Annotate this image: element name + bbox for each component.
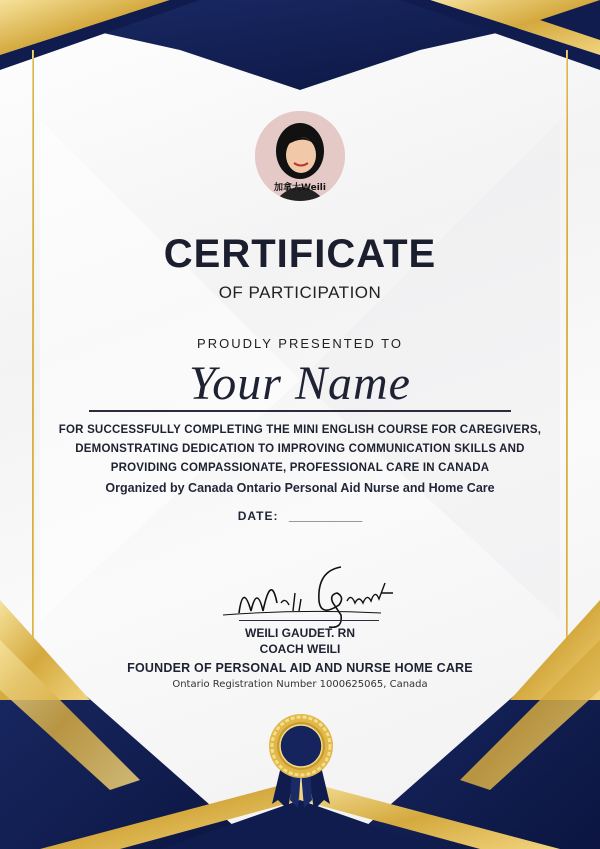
- registration-number: Ontario Registration Number 1000625065, Canada: [172, 679, 428, 690]
- description-line: FOR SUCCESSFULLY COMPLETING THE MINI ENGLISH COURSE FOR CAREGIVERS,: [58, 424, 542, 436]
- date-row: [0, 509, 600, 523]
- award-seal-icon: [268, 712, 334, 812]
- signer-role: COACH WEILI: [259, 642, 341, 656]
- avatar-caption: 加拿大Weili: [274, 183, 326, 193]
- description-line: PROVIDING COMPASSIONATE, PROFESSIONAL CARE IN CANADA: [110, 462, 490, 474]
- name-underline: [89, 410, 511, 412]
- date-label: DATE:: [237, 509, 279, 523]
- description: [0, 421, 600, 478]
- signature-line: [239, 620, 379, 621]
- avatar: [255, 111, 345, 201]
- signer-name: WEILI GAUDET. RN: [245, 626, 355, 640]
- presented-to-label: PROUDLY PRESENTED TO: [197, 336, 403, 351]
- signature-image: [221, 553, 411, 633]
- date-field[interactable]: ___________: [288, 509, 363, 523]
- certificate-subtitle: OF PARTICIPATION: [218, 283, 382, 302]
- recipient-name[interactable]: Your Name: [189, 357, 411, 410]
- description-line: DEMONSTRATING DEDICATION TO IMPROVING COMMUNICATION SKILLS AND: [75, 443, 525, 455]
- organizer-text: Organized by Canada Ontario Personal Aid Nurse and Home Care: [105, 481, 495, 495]
- signer-title: FOUNDER OF PERSONAL AID AND NURSE HOME CARE: [127, 661, 473, 675]
- certificate-title: CERTIFICATE: [163, 232, 437, 276]
